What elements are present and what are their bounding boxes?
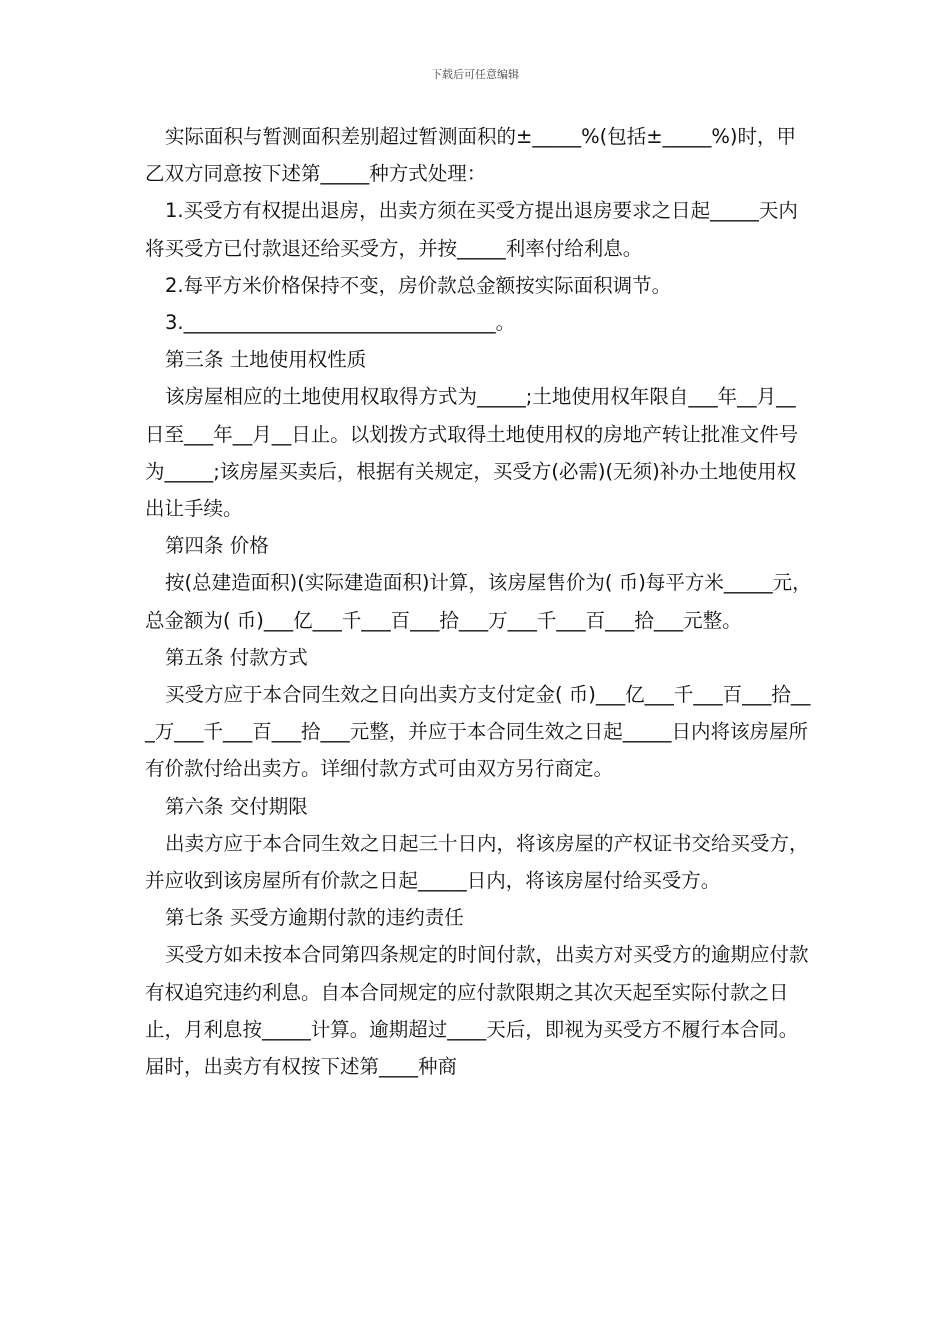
article-4-heading: 第四条 价格 [165, 534, 269, 558]
article-3-body: 该房屋相应的土地使用权取得方式为_____;土地使用权年限自___年__月__日至___年__月__日止。以划拨方式取得土地使用权的房地产转让批准文件号为_____;该房屋买卖后，根据有关规定，买受方(必需)(无须)补办土地使用权出让手续。 [145, 385, 799, 521]
paragraph-option-1: 1.买受方有权提出退房，出卖方须在买受方提出退房要求之日起_____天内将买受方已付款退还给买受方，并按_____利率付给利息。 [145, 199, 798, 260]
article-4-body: 按(总建造面积)(实际建造面积)计算，该房屋售价为( 币)每平方米_____元，总金额为( 币)___亿___千___百___拾___万___千___百___拾___元整。 [145, 571, 812, 632]
paragraph-area-difference: 实际面积与暂测面积差别超过暂测面积的±_____%(包括±_____%)时，甲乙双方同意按下述第_____种方式处理： [145, 125, 796, 186]
paragraph-option-3: 3.________________________________。 [165, 311, 516, 335]
paragraph-option-2: 2.每平方米价格保持不变，房价款总金额按实际面积调节。 [165, 273, 672, 297]
article-7-body: 买受方如未按本合同第四条规定的时间付款，出卖方对买受方的逾期应付款有权追究违约利息。自本合同规定的应付款限期之其次天起至实际付款之日止，月利息按_____计算。逾期超过____天后，即视为买受方不履行本合同。届时，出卖方有权按下述第____种商 [145, 943, 809, 1079]
article-6-body: 出卖方应于本合同生效之日起三十日内，将该房屋的产权证书交给买受方，并应收到该房屋所有价款之日起_____日内，将该房屋付给买受方。 [145, 831, 809, 893]
article-3-heading: 第三条 土地使用权性质 [165, 348, 367, 372]
article-7-heading: 第七条 买受方逾期付款的违约责任 [165, 906, 464, 930]
document-body [145, 118, 815, 1085]
article-5-body: 买受方应于本合同生效之日向出卖方支付定金( 币)___亿___千___百___拾___万___千___百___拾___元整，并应于本合同生效之日起_____日内将该房屋所有价款付给出卖方。详细付款方式可由双方另行商定。 [145, 683, 811, 781]
article-6-heading: 第六条 交付期限 [165, 794, 308, 818]
page-header: 下载后可任意编辑 [431, 68, 519, 81]
article-5-heading: 第五条 付款方式 [165, 645, 308, 669]
